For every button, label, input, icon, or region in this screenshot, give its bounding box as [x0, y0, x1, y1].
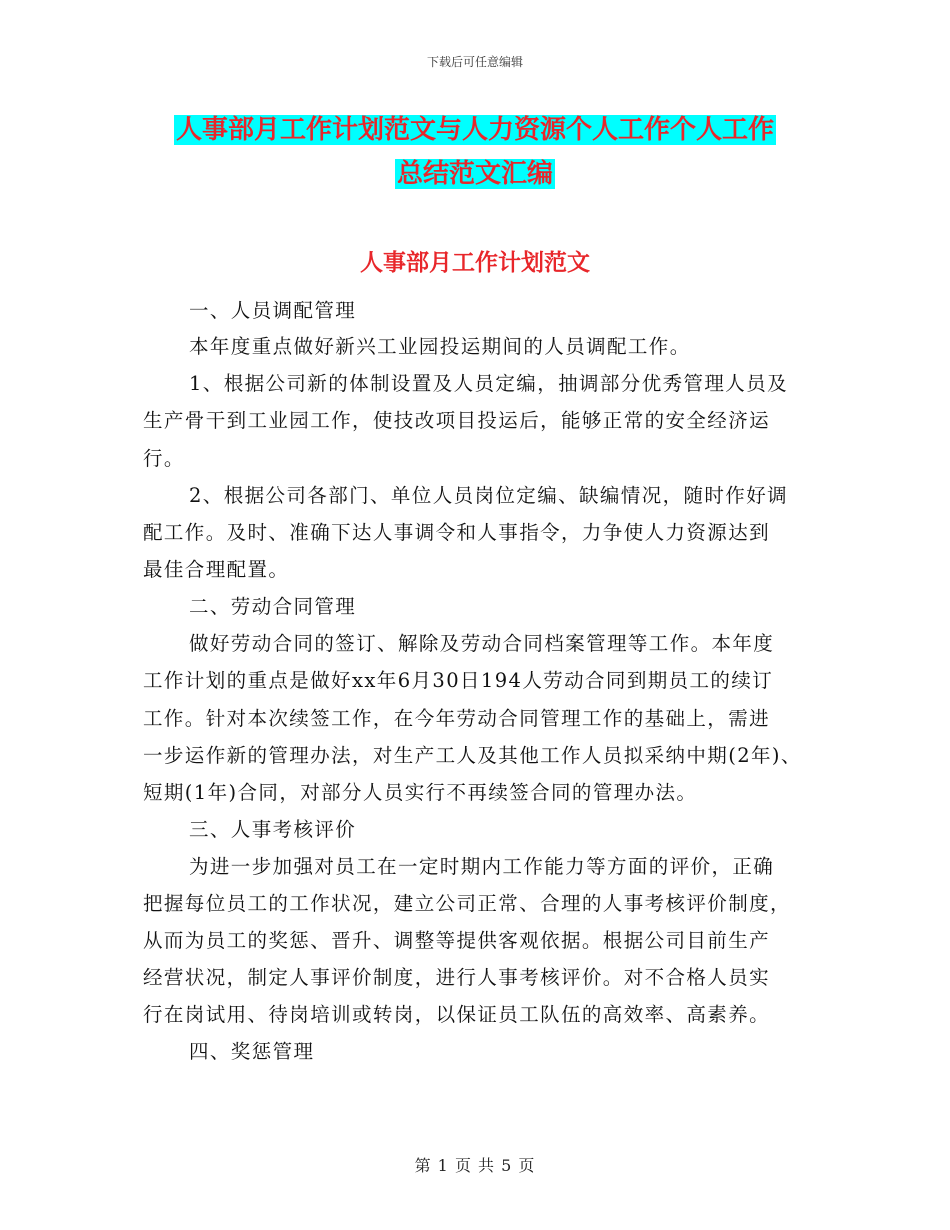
heading-4: 四、奖惩管理: [189, 1040, 315, 1063]
paragraph-line: 做好劳动合同的签订、解除及劳动合同档案管理等工作。本年度: [189, 632, 775, 655]
paragraph-line: 生产骨干到工业园工作，使技改项目投运后，能够正常的安全经济运: [143, 409, 771, 432]
paragraph-line: 工作。针对本次续签工作，在今年劳动合同管理工作的基础上，需进: [143, 707, 771, 730]
paragraph-line: 本年度重点做好新兴工业园投运期间的人员调配工作。: [189, 335, 691, 358]
heading-1: 一、人员调配管理: [189, 299, 357, 322]
heading-2: 二、劳动合同管理: [189, 595, 357, 618]
paragraph-line: 最佳合理配置。: [143, 558, 290, 581]
paragraph-line: 经营状况，制定人事评价制度，进行人事考核评价。对不合格人员实: [143, 966, 771, 989]
paragraph-line: 工作计划的重点是做好xx年6月30日194人劳动合同到期员工的续订: [143, 669, 774, 692]
document-title-line-2: [0, 154, 950, 194]
paragraph-line: 行。: [143, 447, 185, 470]
paragraph-line: 从而为员工的奖惩、晋升、调整等提供客观依据。根据公司目前生产: [143, 929, 771, 952]
paragraph-line: 行在岗试用、待岗培训或转岗，以保证员工队伍的高效率、高素养。: [143, 1003, 771, 1026]
document-title-text-1: 人事部月工作计划范文与人力资源个人工作个人工作: [175, 115, 774, 145]
paragraph-line: 短期(1年)合同，对部分人员实行不再续签合同的管理办法。: [143, 781, 698, 804]
document-title-line-1: [0, 110, 950, 150]
paragraph-line: 1、根据公司新的体制设置及人员定编，抽调部分优秀管理人员及: [189, 372, 789, 395]
document-title-text-2: 总结范文汇编: [396, 159, 553, 189]
page-footer: 第 1 页 共 5 页: [414, 1156, 536, 1175]
section-title: 人事部月工作计划范文: [360, 250, 590, 276]
header-note: 下载后可任意编辑: [426, 55, 523, 69]
paragraph-line: 为进一步加强对员工在一定时期内工作能力等方面的评价，正确: [189, 855, 775, 878]
paragraph-line: 配工作。及时、准确下达人事调令和人事指令，力争使人力资源达到: [143, 521, 771, 544]
paragraph-line: 把握每位员工的工作状况，建立公司正常、合理的人事考核评价制度，: [143, 892, 791, 915]
paragraph-line: 一步运作新的管理办法，对生产工人及其他工作人员拟采纳中期(2年)、: [143, 744, 802, 767]
heading-3: 三、人事考核评价: [189, 818, 357, 841]
paragraph-line: 2、根据公司各部门、单位人员岗位定编、缺编情况，随时作好调: [189, 484, 789, 507]
